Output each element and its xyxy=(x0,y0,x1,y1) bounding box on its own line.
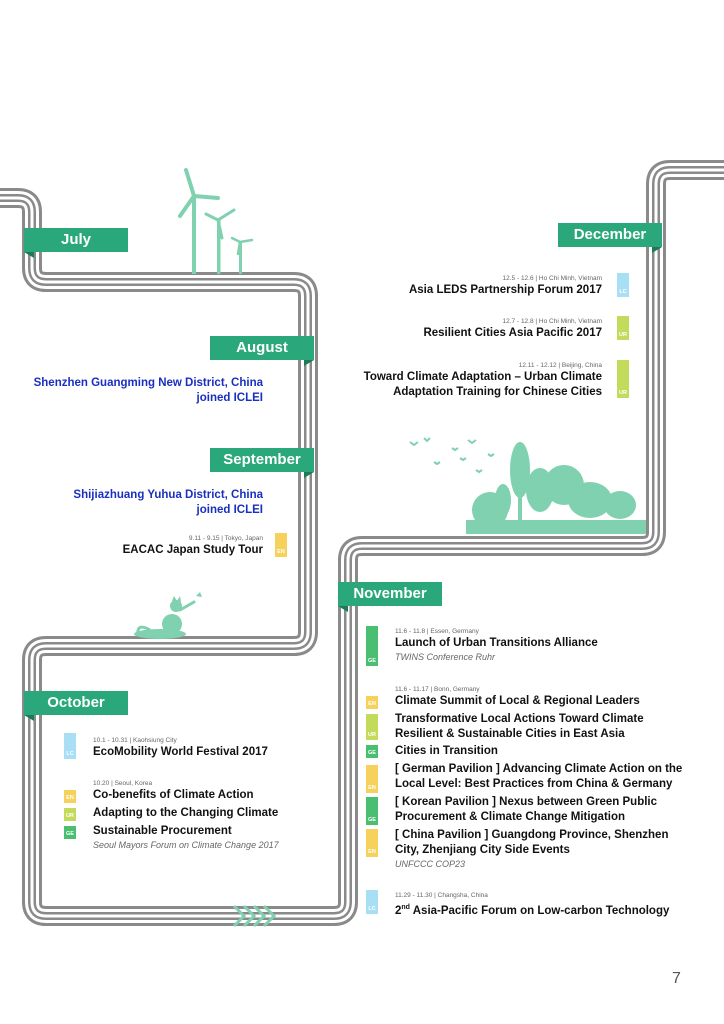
event-item: Co-benefits of Climate Action xyxy=(93,789,254,801)
month-label-september: September xyxy=(210,448,314,472)
event-item: Adapting to the Changing Climate xyxy=(93,807,279,819)
month-label-july: July xyxy=(24,228,128,252)
tag-label: UR xyxy=(619,390,627,396)
event-title: Resilient Cities Asia Pacific 2017 xyxy=(423,327,602,339)
tag-badge xyxy=(64,808,76,821)
tag-label: LC xyxy=(66,751,74,757)
tag-label: UR xyxy=(368,732,376,738)
event-meta: 11.6 - 11.17 | Bonn, Germany xyxy=(395,686,480,693)
item-line: Transformative Local Actions Toward Climate xyxy=(395,713,644,725)
august-announcement xyxy=(20,376,263,406)
event-title xyxy=(395,900,695,919)
item-line: Cities in Transition xyxy=(395,745,498,757)
event-asia-leds xyxy=(340,274,602,298)
event-ecomobility xyxy=(93,736,313,760)
ordinal-number: 2 xyxy=(395,904,402,917)
announcement-line: joined ICLEI xyxy=(196,504,263,516)
tag-badge xyxy=(366,626,378,666)
event-item xyxy=(395,744,695,759)
event-low-carbon-forum xyxy=(395,891,695,919)
event-title-line: Adaptation Training for Chinese Cities xyxy=(393,386,602,398)
event-meta: 10.20 | Seoul, Korea xyxy=(93,780,153,787)
tag-badge xyxy=(617,273,629,297)
item-line: City, Zhenjiang City Side Events xyxy=(395,844,570,856)
event-title: EcoMobility World Festival 2017 xyxy=(93,746,268,758)
tag-badge xyxy=(366,797,378,825)
event-item xyxy=(395,712,695,742)
tag-label: EN xyxy=(368,701,376,707)
event-item xyxy=(395,694,695,709)
cat-icon xyxy=(134,592,202,639)
event-item xyxy=(395,795,695,825)
event-meta: 11.6 - 11.8 | Essen, Germany xyxy=(395,628,479,635)
tag-badge xyxy=(366,829,378,857)
event-climate-adaptation-training xyxy=(300,361,602,400)
tag-label: UR xyxy=(619,332,627,338)
tag-label: GE xyxy=(368,658,376,664)
page-number: 7 xyxy=(672,970,681,987)
item-line: Resilient & Sustainable Cities in East Asia xyxy=(395,728,625,740)
wind-turbines-icon xyxy=(180,170,252,274)
event-meta: 10.1 - 10.31 | Kaohsiung City xyxy=(93,737,177,744)
tag-badge xyxy=(617,360,629,398)
event-title-line: Toward Climate Adaptation – Urban Climate xyxy=(363,371,602,383)
event-note: TWINS Conference Ruhr xyxy=(395,652,496,662)
tag-badge xyxy=(366,696,378,709)
month-label-october: October xyxy=(24,691,128,715)
item-line: [ Korean Pavilion ] Nexus between Green Public xyxy=(395,796,658,808)
tag-badge xyxy=(275,533,287,557)
month-label-december: December xyxy=(558,223,662,247)
event-title: EACAC Japan Study Tour xyxy=(122,544,263,556)
tag-label: EN xyxy=(277,549,285,555)
tag-badge xyxy=(366,890,378,914)
event-title: Launch of Urban Transitions Alliance xyxy=(395,637,598,649)
event-note: UNFCCC COP23 xyxy=(395,859,466,869)
event-note: Seoul Mayors Forum on Climate Change 2017 xyxy=(93,840,279,850)
announcement-line: Shijiazhuang Yuhua District, China xyxy=(73,489,263,501)
event-meta: 12.11 - 12.12 | Beijing, China xyxy=(518,362,602,369)
item-line: Procurement & Climate Change Mitigation xyxy=(395,811,626,823)
event-meta: 12.7 - 12.8 | Ho Chi Minh, Vietnam xyxy=(502,318,602,325)
tag-label: GE xyxy=(368,750,376,756)
event-seoul-forum xyxy=(93,779,313,852)
tag-label: LC xyxy=(619,289,627,295)
trees-birds-icon xyxy=(410,438,646,534)
tag-label: GE xyxy=(66,831,74,837)
item-line: Local Level: Best Practices from China & Germany xyxy=(395,778,673,790)
tag-badge xyxy=(366,714,378,740)
event-eacac-japan xyxy=(20,534,263,558)
event-meta: 11.29 - 11.30 | Changsha, China xyxy=(395,892,488,899)
tag-badge xyxy=(366,765,378,793)
september-announcement xyxy=(20,488,263,518)
tag-label: UR xyxy=(66,813,74,819)
event-cop23 xyxy=(395,685,695,871)
event-item xyxy=(395,762,695,792)
event-item xyxy=(395,828,695,858)
item-line: Climate Summit of Local & Regional Leaders xyxy=(395,695,640,707)
tag-label: LC xyxy=(368,906,376,912)
tag-badge xyxy=(64,826,76,839)
event-meta: 12.5 - 12.6 | Ho Chi Minh, Vietnam xyxy=(502,275,602,282)
event-title-text: Asia-Pacific Forum on Low-carbon Technology xyxy=(409,904,670,917)
event-meta: 9.11 - 9.15 | Tokyo, Japan xyxy=(188,535,263,542)
event-urban-transitions xyxy=(395,627,695,664)
event-resilient-cities xyxy=(340,317,602,341)
tag-badge xyxy=(64,733,76,759)
ordinal-suffix: nd xyxy=(401,904,410,911)
tag-label: GE xyxy=(368,817,376,823)
event-title: Asia LEDS Partnership Forum 2017 xyxy=(408,284,602,296)
tag-label: EN xyxy=(66,795,74,801)
item-line: [ German Pavilion ] Advancing Climate Action on the xyxy=(395,763,683,775)
announcement-line: Shenzhen Guangming New District, China xyxy=(33,377,263,389)
month-label-august: August xyxy=(210,336,314,360)
item-line: [ China Pavilion ] Guangdong Province, Shenzhen xyxy=(395,829,669,841)
tag-badge xyxy=(366,745,378,758)
tag-badge xyxy=(64,790,76,803)
event-item: Sustainable Procurement xyxy=(93,825,232,837)
tag-label: EN xyxy=(368,785,376,791)
announcement-line: joined ICLEI xyxy=(196,392,263,404)
tag-badge xyxy=(617,316,629,340)
tag-label: EN xyxy=(368,849,376,855)
month-label-november: November xyxy=(338,582,442,606)
